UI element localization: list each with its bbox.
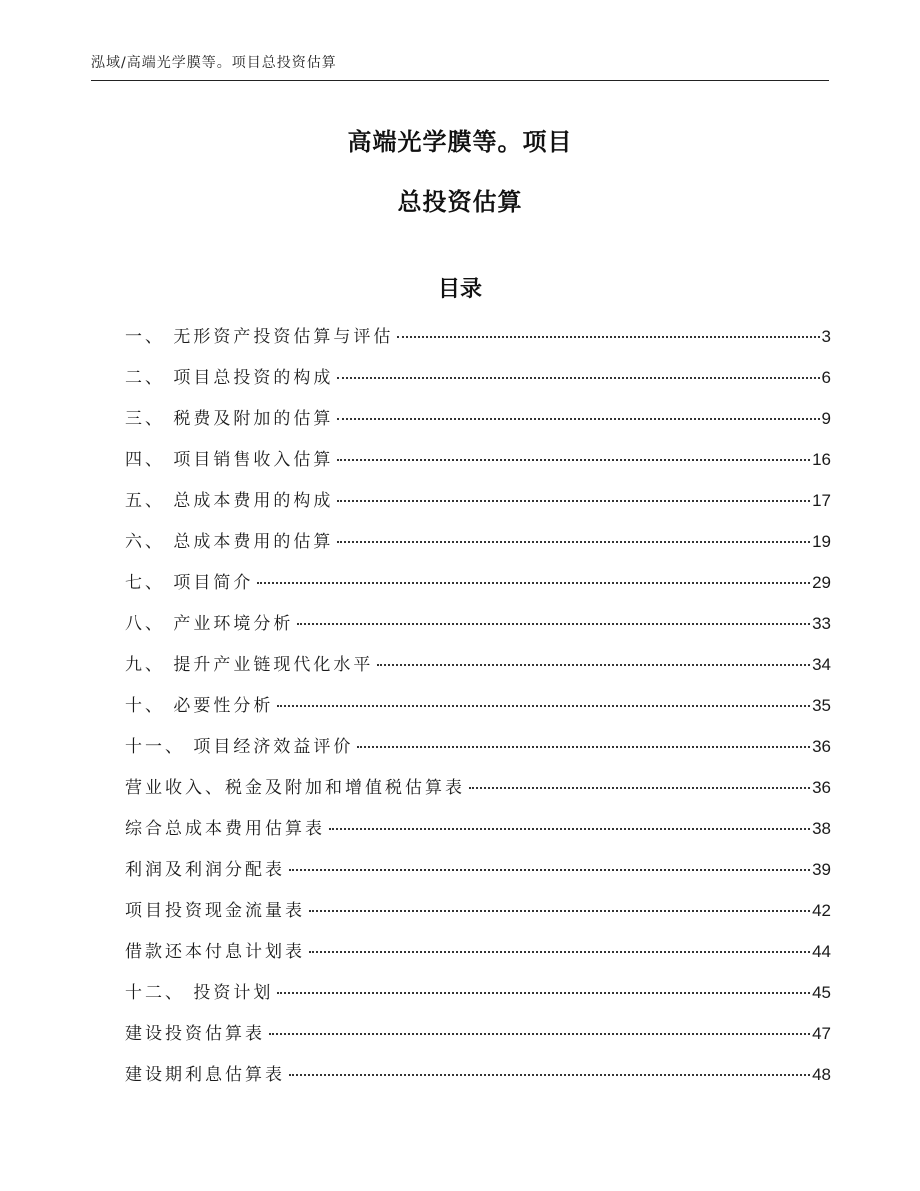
toc-dot-leader bbox=[289, 1074, 810, 1076]
toc-entry-label: 建设投资估算表 bbox=[125, 1024, 265, 1044]
toc-entry[interactable] bbox=[125, 732, 831, 773]
toc-entry-page: 36 bbox=[812, 737, 831, 756]
toc-dot-leader bbox=[297, 623, 810, 625]
toc-dot-leader bbox=[257, 582, 810, 584]
toc-dot-leader bbox=[337, 500, 810, 502]
toc-dot-leader bbox=[337, 418, 819, 420]
toc-entry-page: 39 bbox=[812, 860, 831, 879]
toc-entry[interactable] bbox=[125, 609, 831, 650]
toc-entry[interactable] bbox=[125, 691, 831, 732]
toc-entry-page: 29 bbox=[812, 573, 831, 592]
toc-entry-page: 48 bbox=[812, 1065, 831, 1084]
toc-dot-leader bbox=[309, 951, 810, 953]
toc-entry-page: 42 bbox=[812, 901, 831, 920]
toc-entry[interactable] bbox=[125, 814, 831, 855]
toc-dot-leader bbox=[289, 869, 810, 871]
toc-entry-label: 项目投资现金流量表 bbox=[125, 901, 305, 921]
toc-entry-label: 综合总成本费用估算表 bbox=[125, 819, 325, 839]
toc-dot-leader bbox=[309, 910, 810, 912]
toc-entry-label: 三、 税费及附加的估算 bbox=[125, 409, 334, 429]
toc-dot-leader bbox=[277, 705, 810, 707]
toc-dot-leader bbox=[337, 377, 819, 379]
toc-dot-leader bbox=[469, 787, 810, 789]
toc-dot-leader bbox=[337, 541, 810, 543]
toc-dot-leader bbox=[337, 459, 810, 461]
toc-entry-label: 一、 无形资产投资估算与评估 bbox=[125, 327, 394, 347]
toc-entry-page: 38 bbox=[812, 819, 831, 838]
document-title-line-1: 高端光学膜等。项目 bbox=[347, 128, 573, 156]
toc-entry-label: 八、 产业环境分析 bbox=[125, 614, 294, 634]
toc-entry[interactable] bbox=[125, 978, 831, 1019]
toc-entry[interactable] bbox=[125, 937, 831, 978]
toc-entry-page: 3 bbox=[821, 327, 831, 346]
toc-entry-page: 45 bbox=[812, 983, 831, 1002]
toc-entry[interactable] bbox=[125, 896, 831, 937]
toc-entry-page: 9 bbox=[821, 409, 831, 428]
toc-entry-page: 19 bbox=[812, 532, 831, 551]
toc-entry-page: 44 bbox=[812, 942, 831, 961]
toc-entry[interactable] bbox=[125, 650, 831, 691]
toc-entry-page: 34 bbox=[812, 655, 831, 674]
toc-entry-label: 十二、 投资计划 bbox=[125, 983, 274, 1003]
toc-entry-label: 十、 必要性分析 bbox=[125, 696, 274, 716]
toc-entry[interactable] bbox=[125, 855, 831, 896]
toc-entry[interactable] bbox=[125, 445, 831, 486]
table-of-contents bbox=[125, 322, 831, 1101]
toc-dot-leader bbox=[329, 828, 810, 830]
toc-entry-page: 16 bbox=[812, 450, 831, 469]
toc-entry-label: 五、 总成本费用的构成 bbox=[125, 491, 334, 511]
toc-entry[interactable] bbox=[125, 773, 831, 814]
toc-entry-page: 6 bbox=[821, 368, 831, 387]
running-header: 泓域/高端光学膜等。项目总投资估算 bbox=[91, 55, 337, 71]
toc-entry-label: 利润及利润分配表 bbox=[125, 860, 285, 880]
toc-entry-label: 九、 提升产业链现代化水平 bbox=[125, 655, 374, 675]
document-title-line-2: 总投资估算 bbox=[397, 188, 523, 216]
toc-entry-label: 营业收入、税金及附加和增值税估算表 bbox=[125, 778, 465, 798]
toc-entry[interactable] bbox=[125, 527, 831, 568]
toc-entry-label: 借款还本付息计划表 bbox=[125, 942, 305, 962]
toc-entry-label: 二、 项目总投资的构成 bbox=[125, 368, 334, 388]
toc-entry[interactable] bbox=[125, 1060, 831, 1101]
toc-entry[interactable] bbox=[125, 404, 831, 445]
toc-entry-label: 六、 总成本费用的估算 bbox=[125, 532, 334, 552]
toc-entry-page: 47 bbox=[812, 1024, 831, 1043]
toc-entry-label: 四、 项目销售收入估算 bbox=[125, 450, 334, 470]
toc-entry-page: 33 bbox=[812, 614, 831, 633]
header-divider bbox=[91, 80, 829, 81]
toc-entry-page: 35 bbox=[812, 696, 831, 715]
toc-entry-page: 17 bbox=[812, 491, 831, 510]
toc-dot-leader bbox=[377, 664, 810, 666]
toc-entry[interactable] bbox=[125, 322, 831, 363]
toc-entry[interactable] bbox=[125, 486, 831, 527]
toc-entry[interactable] bbox=[125, 1019, 831, 1060]
toc-heading: 目录 bbox=[437, 277, 482, 302]
toc-entry-label: 七、 项目简介 bbox=[125, 573, 254, 593]
toc-entry-label: 十一、 项目经济效益评价 bbox=[125, 737, 354, 757]
toc-entry[interactable] bbox=[125, 363, 831, 404]
toc-dot-leader bbox=[357, 746, 810, 748]
toc-entry-page: 36 bbox=[812, 778, 831, 797]
toc-dot-leader bbox=[269, 1033, 810, 1035]
toc-dot-leader bbox=[277, 992, 810, 994]
toc-entry[interactable] bbox=[125, 568, 831, 609]
toc-dot-leader bbox=[397, 336, 819, 338]
toc-entry-label: 建设期利息估算表 bbox=[125, 1065, 285, 1085]
